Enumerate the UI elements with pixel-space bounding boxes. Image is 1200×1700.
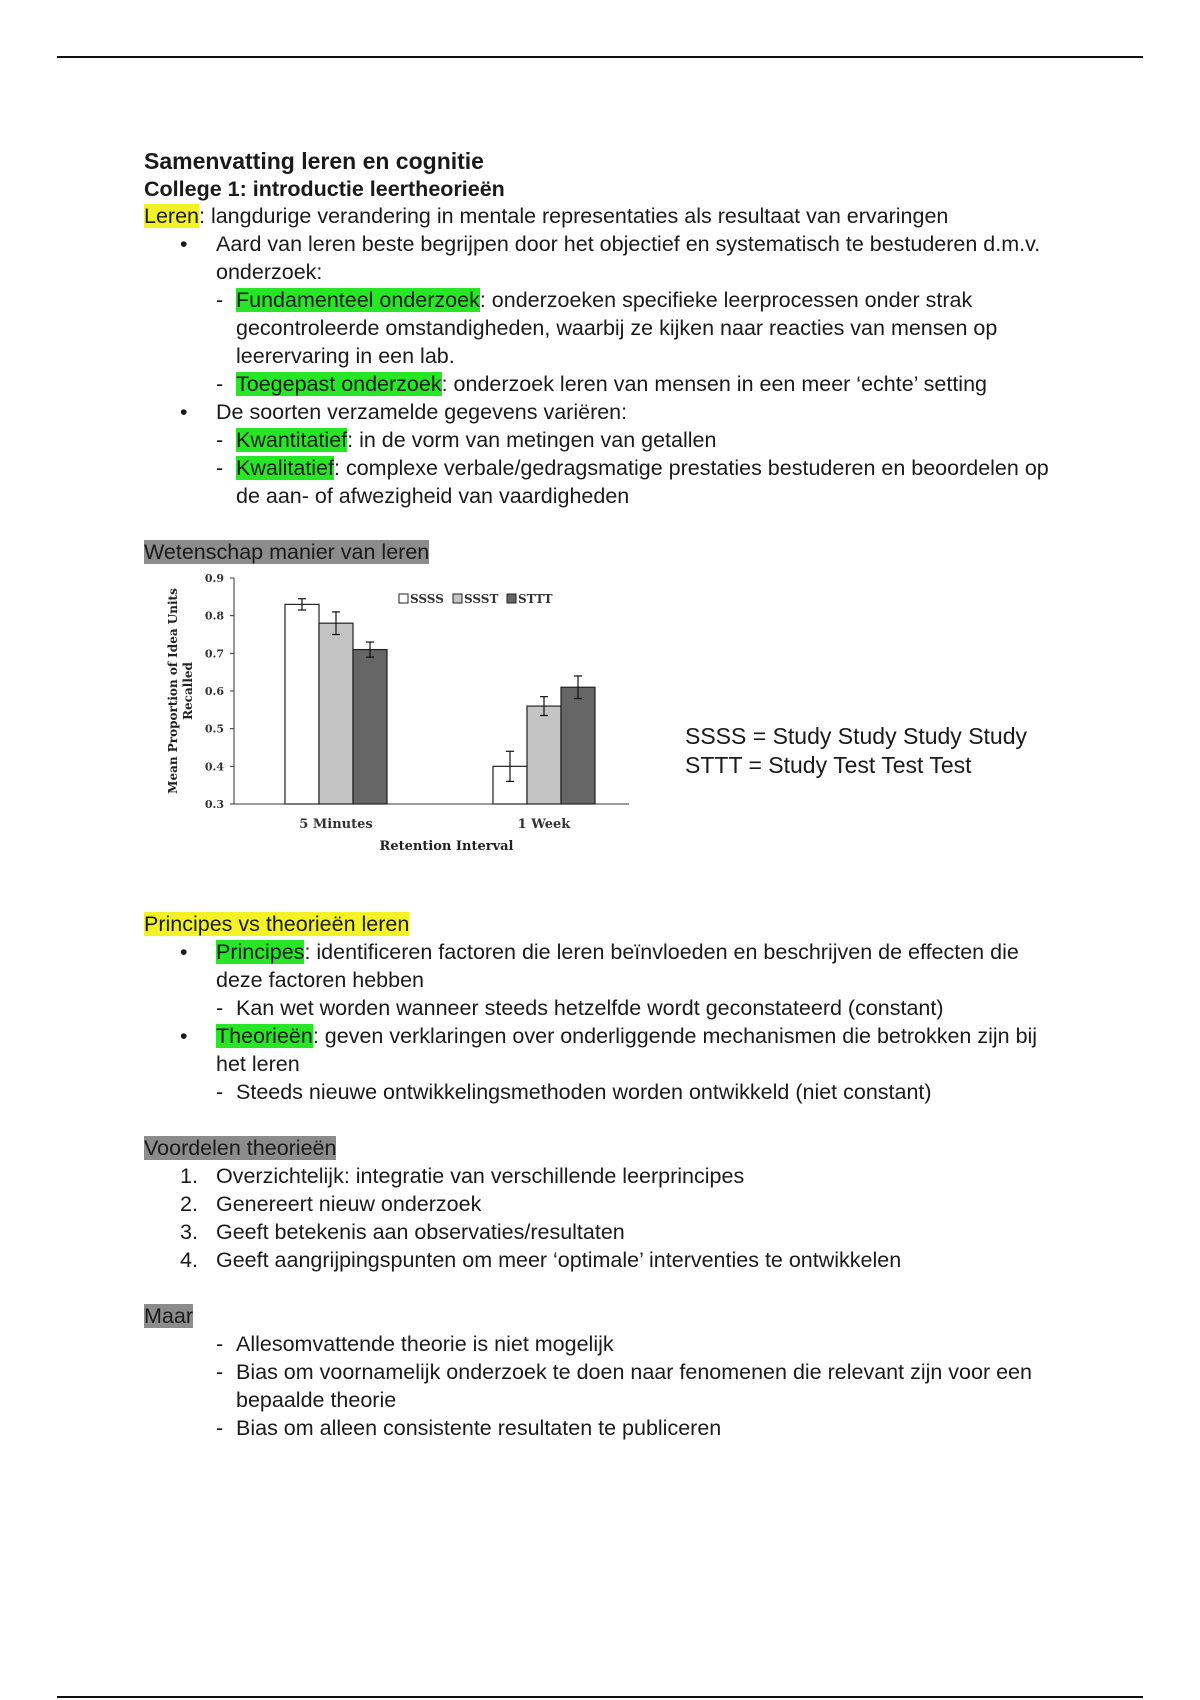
leren-definition <box>144 202 1064 230</box>
bar-sttt-1 <box>561 687 595 804</box>
list-item: - Bias om alleen consistente resultaten te publiceren <box>236 1414 1064 1442</box>
term-toegepast: Toegepast onderzoek <box>236 372 442 396</box>
section-heading-principes: Principes vs theorieën leren <box>144 912 410 936</box>
section-heading-wetenschap: Wetenschap manier van leren <box>144 540 430 564</box>
list-item <box>236 454 1064 510</box>
bar-chart <box>159 570 639 880</box>
list-item <box>236 286 1064 370</box>
dash-list <box>216 994 1064 1022</box>
item-number: 4. <box>180 1248 198 1272</box>
term-kwantitatief: Kwantitatief <box>236 428 348 452</box>
definition-text: : onderzoeken specifieke leerprocessen onder strak gecontroleerde omstandigheden, waarbij ze kijken naar reacties van mensen op leerervaring in een lab. <box>236 288 998 368</box>
dash-list <box>216 426 1064 510</box>
maar-list <box>144 1330 1064 1442</box>
list-item <box>180 1246 1064 1274</box>
legend-label-ssss: SSSS <box>410 592 444 606</box>
principes-list <box>144 938 1064 1106</box>
item-number: 3. <box>180 1220 198 1244</box>
term-fundamenteel: Fundamenteel onderzoek <box>236 288 480 312</box>
document-body <box>144 147 1064 1442</box>
bar-ssst-0 <box>319 623 353 804</box>
list-item: - Bias om voornamelijk onderzoek te doen naar fenomenen die relevant zijn voor een bepaalde theorie <box>236 1358 1064 1414</box>
y-tick-label: 0.6 <box>204 685 224 698</box>
document-title: Samenvatting leren en cognitie <box>144 148 484 174</box>
term-principes: Principes <box>216 940 305 964</box>
bar-sttt-0 <box>353 650 387 804</box>
bullet-text: De soorten verzamelde gegevens variëren: <box>216 400 628 424</box>
list-item <box>216 230 1064 398</box>
item-text: Overzichtelijk: integratie van verschillende leerprincipes <box>216 1164 745 1188</box>
y-tick-label: 0.3 <box>204 798 224 811</box>
legend-label-sttt: STTT <box>518 592 553 606</box>
definition-text: : identificeren factoren die leren beïnvloeden en beschrijven de effecten die deze factoren hebben <box>216 940 1019 992</box>
list-item: - Steeds nieuwe ontwikkelingsmethoden worden ontwikkeld (niet constant) <box>236 1078 1064 1106</box>
item-text: Geeft betekenis aan observaties/resultaten <box>216 1220 625 1244</box>
list-item <box>236 370 1064 398</box>
section-heading-maar: Maar <box>144 1304 193 1328</box>
bullet-text: Aard van leren beste begrijpen door het objectief en systematisch te bestuderen d.m.v. onderzoek: <box>216 232 1041 284</box>
legend-line: SSSS = Study Study Study Study <box>685 723 1028 749</box>
y-axis-label: Mean Proportion of Idea UnitsRecalled <box>166 588 195 794</box>
list-item <box>216 1022 1064 1106</box>
definition-text: : in de vorm van metingen van getallen <box>347 428 717 452</box>
bar-ssss-0 <box>285 604 319 804</box>
y-tick-label: 0.8 <box>204 609 224 623</box>
item-text: Genereert nieuw onderzoek <box>216 1192 482 1216</box>
definition-text: : complexe verbale/gedragsmatige prestaties bestuderen en beoordelen op de aan- of afwezigheid van vaardigheden <box>236 456 1049 508</box>
leren-definition-text: : langdurige verandering in mentale representaties als resultaat van ervaringen <box>199 204 949 228</box>
legend-swatch-sttt <box>507 594 516 603</box>
list-item <box>180 1162 1064 1190</box>
term-kwalitatief: Kwalitatief <box>236 456 334 480</box>
x-tick-label: 1 Week <box>517 817 571 832</box>
legend-line: STTT = Study Test Test Test <box>685 752 972 778</box>
x-axis-label: Retention Interval <box>379 839 514 854</box>
top-rule <box>57 56 1143 58</box>
legend-swatch-ssss <box>399 594 408 603</box>
legend-label-ssst: SSST <box>464 592 499 606</box>
list-item <box>180 1190 1064 1218</box>
list-item: - Kan wet worden wanneer steeds hetzelfde wordt geconstateerd (constant) <box>236 994 1064 1022</box>
bottom-rule <box>57 1696 1143 1698</box>
list-item <box>216 398 1064 510</box>
list-item: - Allesomvattende theorie is niet mogelijk <box>236 1330 1064 1358</box>
condition-legend <box>685 722 1027 780</box>
y-tick-label: 0.7 <box>204 647 224 661</box>
item-number: 2. <box>180 1192 198 1216</box>
y-tick-label: 0.4 <box>204 760 224 774</box>
dash-list <box>216 1078 1064 1106</box>
voordelen-list <box>144 1162 1064 1274</box>
x-tick-label: 5 Minutes <box>299 817 373 832</box>
legend-swatch-ssst <box>453 594 462 603</box>
item-number: 1. <box>180 1164 198 1188</box>
list-item <box>180 1218 1064 1246</box>
bar-ssst-1 <box>527 706 561 804</box>
dash-list <box>216 286 1064 398</box>
chart-block <box>144 570 1064 910</box>
definition-text: : onderzoek leren van mensen in een meer ‘echte’ setting <box>441 372 987 396</box>
list-item <box>216 938 1064 1022</box>
y-tick-label: 0.5 <box>204 722 224 736</box>
item-text: Geeft aangrijpingspunten om meer ‘optimale’ interventies te ontwikkelen <box>216 1248 902 1272</box>
onderzoek-list <box>144 230 1064 510</box>
leren-term: Leren <box>144 204 199 228</box>
list-item <box>236 426 1064 454</box>
section-heading-voordelen: Voordelen theorieën <box>144 1136 337 1160</box>
term-theorieen: Theorieën <box>216 1024 313 1048</box>
college-heading: College 1: introductie leertheorieën <box>144 177 505 201</box>
definition-text: : geven verklaringen over onderliggende mechanismen die betrokken zijn bij het leren <box>216 1024 1038 1076</box>
y-tick-label: 0.9 <box>204 572 224 585</box>
